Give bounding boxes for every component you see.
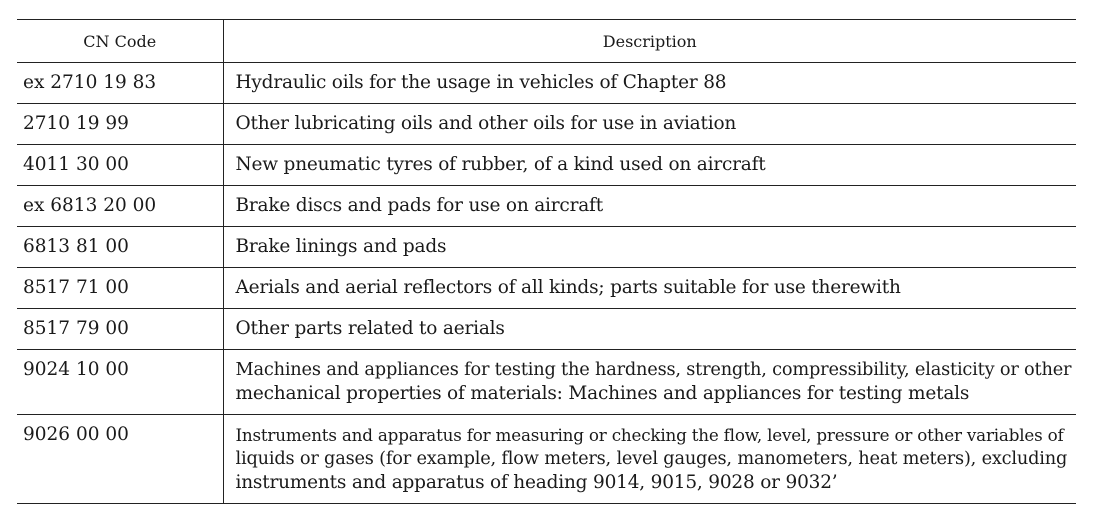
cn-code-cell: 6813 81 00: [17, 227, 223, 268]
description-cell: [223, 268, 1076, 309]
description-line: Hydraulic oils for the usage in vehicles of Chapter 88: [235, 72, 727, 93]
cn-code-cell: 8517 79 00: [17, 309, 223, 350]
header-description: Description: [223, 20, 1076, 63]
table-row: [17, 104, 1076, 145]
table-row: [17, 145, 1076, 186]
description-line: Brake discs and pads for use on aircraft: [235, 195, 603, 216]
header-row: [17, 20, 1076, 63]
cn-code-cell: 4011 30 00: [17, 145, 223, 186]
cn-code-cell: 9024 10 00: [17, 350, 223, 415]
description-cell: [223, 309, 1076, 350]
table-row: [17, 415, 1076, 504]
table-row: [17, 268, 1076, 309]
description-line: New pneumatic tyres of rubber, of a kind used on aircraft: [235, 154, 766, 175]
description-line: Machines and appliances for testing the hardness, strength, compressibility, elasticity or other: [235, 360, 1072, 380]
description-cell: [223, 145, 1076, 186]
description-cell: [223, 186, 1076, 227]
description-cell: [223, 415, 1076, 504]
cn-code-cell: 8517 71 00: [17, 268, 223, 309]
description-line: Brake linings and pads: [235, 236, 447, 257]
description-line: Other lubricating oils and other oils for use in aviation: [235, 113, 737, 134]
description-line: Instruments and apparatus for measuring or checking the flow, level, pressure or other variables of: [235, 425, 1064, 445]
table-row: [17, 227, 1076, 268]
cn-code-cell: ex 6813 20 00: [17, 186, 223, 227]
description-line: Other parts related to aerials: [235, 318, 505, 339]
cn-code-table: [17, 19, 1076, 504]
table-row: [17, 186, 1076, 227]
table-row: [17, 350, 1076, 415]
description-cell: [223, 350, 1076, 415]
table-row: [17, 309, 1076, 350]
table-row: [17, 63, 1076, 104]
cn-code-cell: ex 2710 19 83: [17, 63, 223, 104]
description-line: liquids or gases (for example, flow meters, level gauges, manometers, heat meters), excluding: [235, 449, 1068, 469]
description-line: Aerials and aerial reflectors of all kinds; parts suitable for use therewith: [235, 277, 901, 298]
cn-code-cell: 2710 19 99: [17, 104, 223, 145]
cn-code-cell: 9026 00 00: [17, 415, 223, 504]
description-line: mechanical properties of materials: Machines and appliances for testing metals: [235, 383, 970, 404]
description-cell: [223, 63, 1076, 104]
description-line: instruments and apparatus of heading 9014, 9015, 9028 or 9032’: [235, 472, 838, 493]
header-cn-code: CN Code: [17, 20, 223, 63]
description-cell: [223, 104, 1076, 145]
description-cell: [223, 227, 1076, 268]
